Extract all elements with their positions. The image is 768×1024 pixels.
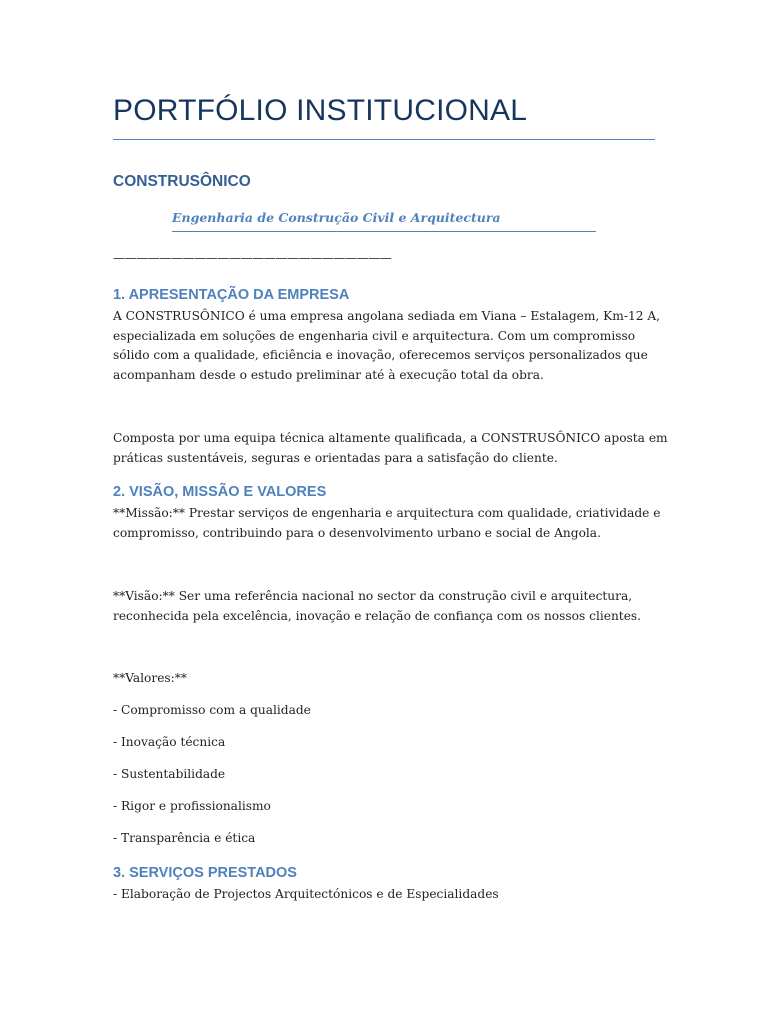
company-name: CONSTRUSÔNICO	[113, 173, 251, 190]
company-tagline: Engenharia de Construção Civil e Arquitectura	[172, 210, 501, 225]
separator-line: ————————————————————————	[113, 251, 392, 265]
list-item: - Rigor e profissionalismo	[113, 799, 271, 813]
list-item: - Elaboração de Projectos Arquitectónicos e de Especialidades	[113, 887, 499, 901]
section-heading-apresentacao: 1. APRESENTAÇÃO DA EMPRESA	[113, 287, 350, 303]
paragraph-apresentacao-2: Composta por uma equipa técnica altamente qualificada, a CONSTRUSÔNICO aposta em práticas sustentáveis, seguras e orientadas para a satisfação do cliente.	[113, 431, 668, 465]
paragraph-missao: **Missão:** Prestar serviços de engenharia e arquitectura com qualidade, criatividade e compromisso, contribuindo para o desenvolvimento urbano e social de Angola.	[113, 506, 661, 540]
valores-label: **Valores:**	[113, 671, 187, 685]
tagline-underline	[172, 231, 596, 232]
list-item: - Compromisso com a qualidade	[113, 703, 311, 717]
title-underline	[113, 139, 655, 140]
section-heading-servicos: 3. SERVIÇOS PRESTADOS	[113, 865, 297, 881]
paragraph-visao: **Visão:** Ser uma referência nacional no sector da construção civil e arquitectura, reconhecida pela excelência, inovação e relação de confiança com os nossos clientes.	[113, 589, 642, 623]
document-title: PORTFÓLIO INSTITUCIONAL	[113, 94, 528, 127]
list-item: - Sustentabilidade	[113, 767, 226, 781]
paragraph-apresentacao-1: A CONSTRUSÔNICO é uma empresa angolana sediada em Viana – Estalagem, Km-12 A, especializada em soluções de engenharia civil e arquitectura. Com um compromisso sólido com a qualidade, eficiência e inovação, oferecemos serviços personalizados que acompanham desde o estudo preliminar até à execução total da obra.	[113, 309, 660, 382]
section-heading-visao: 2. VISÃO, MISSÃO E VALORES	[113, 484, 327, 500]
list-item: - Transparência e ética	[113, 831, 256, 845]
list-item: - Inovação técnica	[113, 735, 226, 749]
